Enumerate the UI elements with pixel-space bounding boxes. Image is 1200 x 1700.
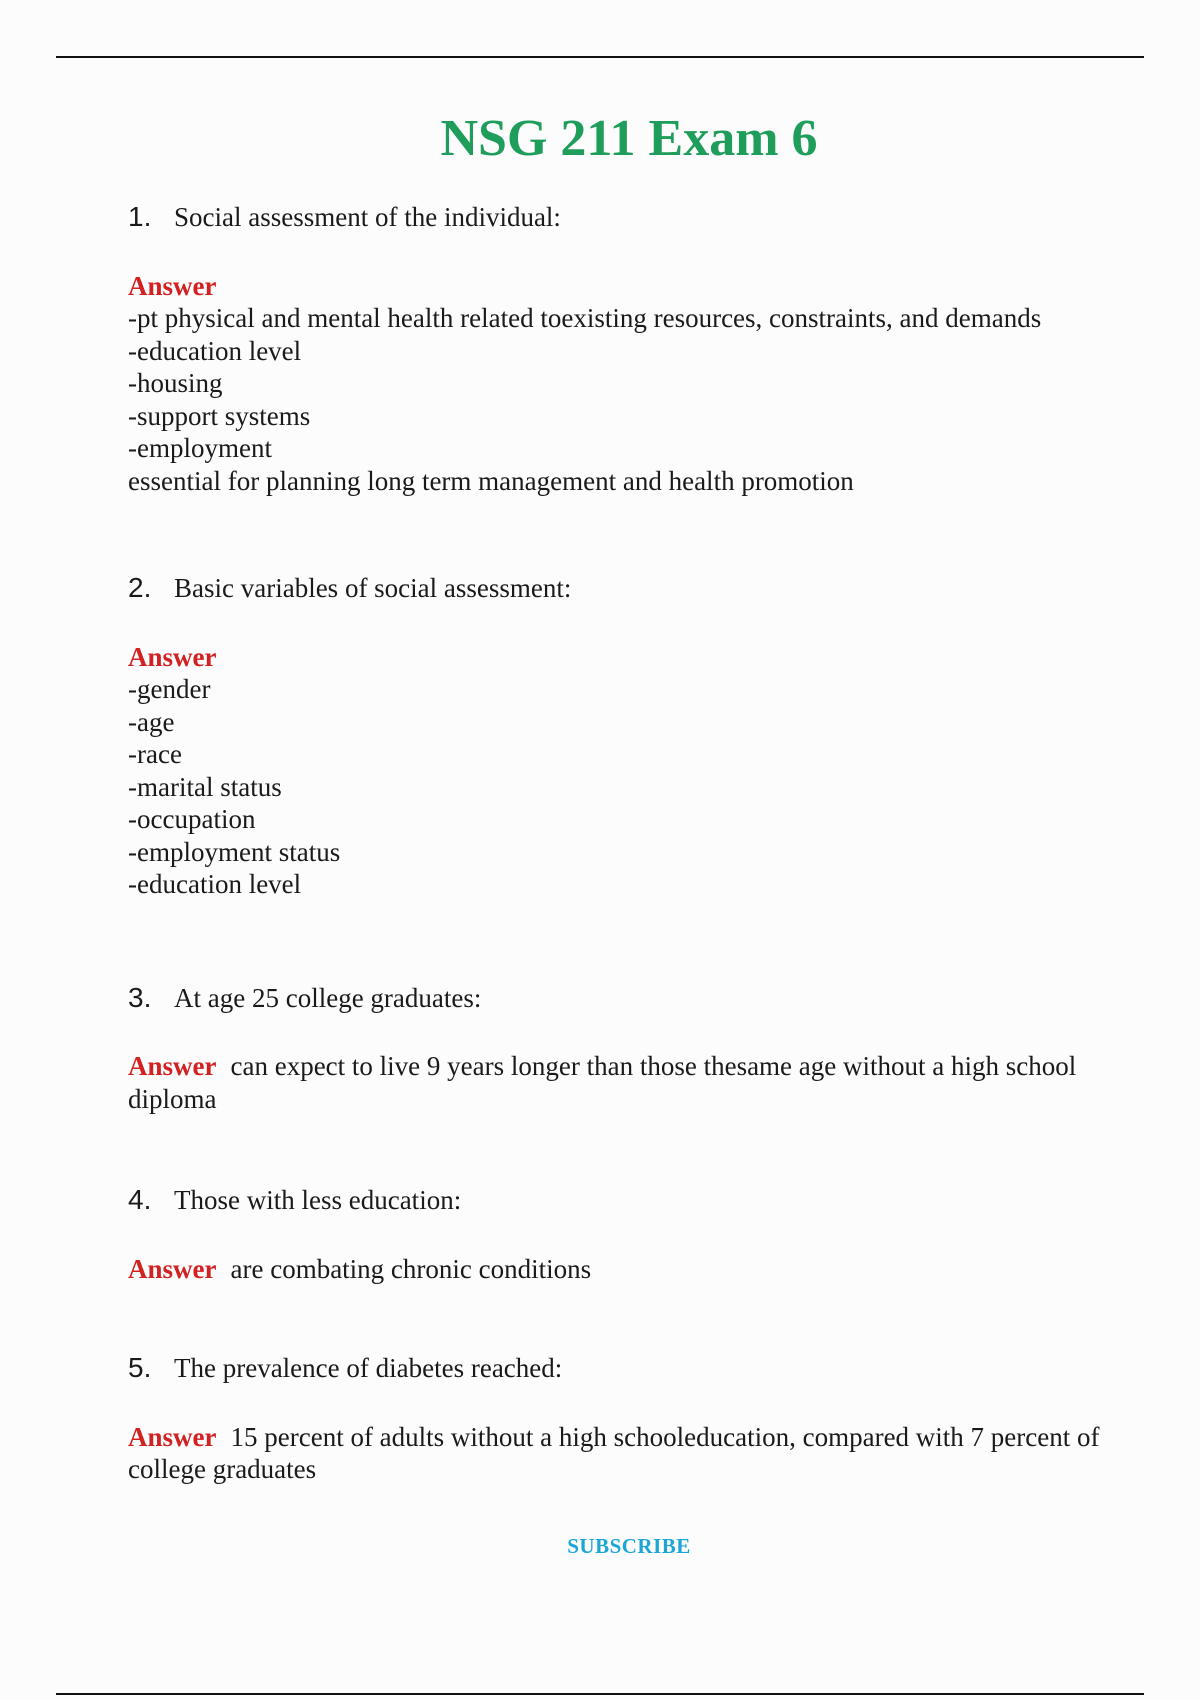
answer-line: -employment status (128, 836, 341, 867)
question-number: 3. (128, 981, 152, 1013)
question-item (128, 200, 1128, 497)
answer-line: -education level (128, 335, 302, 366)
question-prompt (128, 1351, 1128, 1385)
question-item (128, 571, 1128, 901)
answer-text: 15 percent of adults without a high schooleducation, compared with 7 percent of college graduates (128, 1421, 1100, 1485)
answer-line: -housing (128, 368, 223, 399)
question-text: At age 25 college graduates: (174, 982, 482, 1013)
subscribe-link[interactable]: SUBSCRIBE (567, 1534, 691, 1558)
answer-line: -support systems (128, 400, 311, 431)
answer-label: Answer (128, 270, 217, 301)
answer-block (128, 1253, 1128, 1286)
answer-block (128, 1050, 1128, 1115)
question-text: Basic variables of social assessment: (174, 573, 572, 604)
question-prompt (128, 571, 1128, 605)
question-text: Those with less education: (174, 1185, 462, 1216)
answer-line: -marital status (128, 771, 282, 802)
answer-line: -gender (128, 674, 211, 705)
question-prompt (128, 981, 1128, 1015)
answer-block (128, 1421, 1128, 1486)
question-prompt (128, 200, 1128, 234)
question-prompt (128, 1183, 1128, 1217)
answer-label: Answer (128, 1421, 217, 1452)
question-text: Social assessment of the individual: (174, 202, 561, 232)
answer-label: Answer (128, 1253, 217, 1284)
question-item (128, 1183, 1128, 1285)
answer-line: -age (128, 706, 175, 737)
question-number: 4. (128, 1184, 152, 1216)
top-rule (56, 56, 1144, 58)
answer-label: Answer (128, 641, 217, 672)
question-text: The prevalence of diabetes reached: (174, 1353, 563, 1384)
question-item (128, 981, 1128, 1116)
answer-line: -employment (128, 433, 272, 464)
answer-line: -occupation (128, 804, 256, 835)
answer-line: -education level (128, 869, 302, 900)
answer-text: can expect to live 9 years longer than those thesame age without a high school diploma (128, 1051, 1077, 1114)
questions-list (128, 200, 1128, 1486)
question-number: 5. (128, 1352, 152, 1384)
answer-line: -race (128, 739, 182, 770)
answer-block (128, 641, 1128, 901)
question-number: 1. (128, 201, 152, 232)
answer-text: are combating chronic conditions (230, 1253, 592, 1284)
question-number: 2. (128, 572, 152, 604)
question-item (128, 1351, 1128, 1486)
answer-line: -pt physical and mental health related toexisting resources, constraints, and demands (128, 303, 1042, 334)
document-title: NSG 211 Exam 6 (440, 110, 818, 167)
bottom-rule (56, 1693, 1144, 1695)
answer-label: Answer (128, 1051, 217, 1082)
answer-block (128, 270, 1128, 498)
answer-line: essential for planning long term management and health promotion (128, 465, 854, 496)
